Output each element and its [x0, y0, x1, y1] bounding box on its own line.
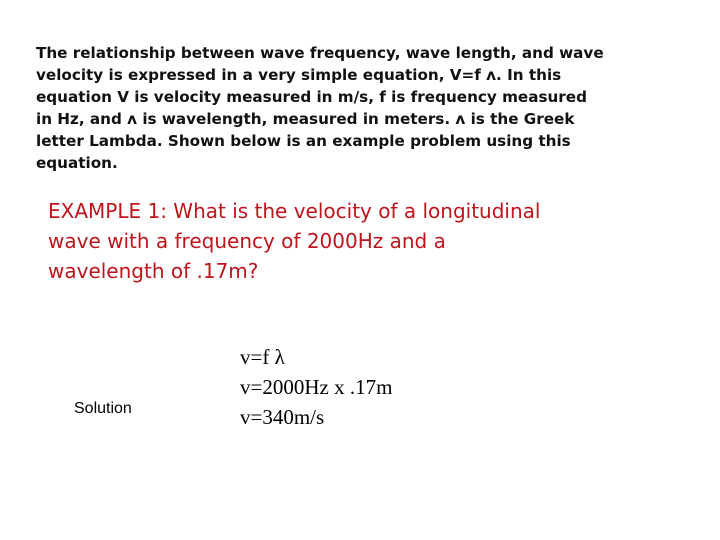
intro-line: equation V is velocity measured in m/s, f is frequency measured	[36, 88, 587, 106]
intro-line: equation.	[36, 154, 118, 172]
solution-equations	[240, 342, 392, 432]
intro-line: The relationship between wave frequency, wave length, and wave	[36, 44, 604, 62]
intro-line: in Hz, and ʌ is wavelength, measured in meters. ʌ is the Greek	[36, 110, 575, 128]
example-line: wavelength of .17m?	[48, 259, 259, 283]
example-question	[48, 196, 688, 286]
example-line: EXAMPLE 1: What is the velocity of a longitudinal	[48, 199, 541, 223]
equation-substitution: v=2000Hz x .17m	[240, 375, 393, 399]
intro-paragraph	[36, 42, 686, 174]
solution-label: Solution	[74, 400, 132, 417]
equation-formula: v=f λ	[240, 345, 285, 369]
example-line: wave with a frequency of 2000Hz and a	[48, 229, 446, 253]
intro-line: letter Lambda. Shown below is an example problem using this	[36, 132, 571, 150]
intro-line: velocity is expressed in a very simple equation, V=f ʌ. In this	[36, 66, 562, 84]
equation-result: v=340m/s	[240, 405, 325, 429]
